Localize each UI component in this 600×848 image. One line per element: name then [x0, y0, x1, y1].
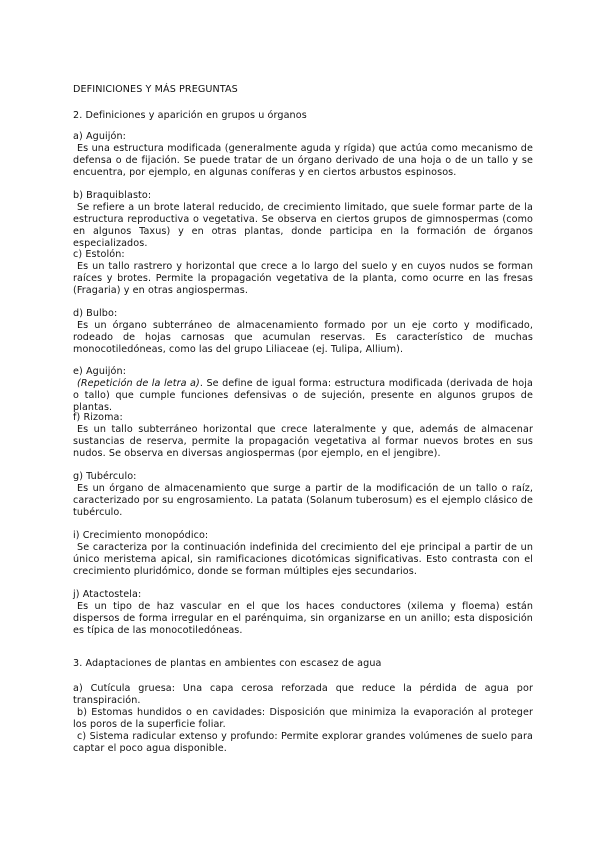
definition-text: Se caracteriza por la continuación indefinida del crecimiento del eje principal a partir de un único meristema apical, sin ramificaciones dicotómicas significativas. Esto contrasta con el crecimiento pluridómico, donde se forman múltiples ejes secundarios. — [73, 542, 533, 577]
definition-crecimiento-monopodico — [73, 530, 533, 578]
definition-braquiblasto — [73, 190, 533, 250]
adaptation-item: a) Cutícula gruesa: Una capa cerosa reforzada que reduce la pérdida de agua por transpiración. — [73, 683, 533, 706]
section-3-heading: 3. Adaptaciones de plantas en ambientes con escasez de agua — [73, 658, 382, 669]
definition-term: e) Aguijón: — [73, 366, 127, 377]
definition-bulbo — [73, 308, 533, 356]
definition-term: c) Estolón: — [73, 249, 125, 260]
definition-aguijon — [73, 131, 533, 179]
definition-aguijon-repeat — [73, 366, 533, 414]
adaptations-list — [73, 683, 533, 755]
definition-term: a) Aguijón: — [73, 131, 127, 142]
section-2-heading: 2. Definiciones y aparición en grupos u órganos — [73, 110, 307, 121]
definition-term: f) Rizoma: — [73, 412, 123, 423]
definition-term: d) Bulbo: — [73, 308, 118, 319]
definition-term: j) Atactostela: — [73, 589, 142, 600]
definition-estolon — [73, 249, 533, 297]
definition-tuberculo — [73, 471, 533, 519]
definition-text: Es un tallo subterráneo horizontal que crece lateralmente y que, además de almacenar sustancias de reserva, permite la propagación vegetativa al formar nuevos brotes en sus nudos. Se observa en diversas angiospermas (por ejemplo, en el jengibre). — [73, 424, 533, 459]
definition-atactostela — [73, 589, 533, 637]
definition-text: Se refiere a un brote lateral reducido, de crecimiento limitado, que suele formar parte de la estructura reproductiva o vegetativa. Se observa en ciertos grupos de gimnospermas (como en algunos Taxus) y en otras plantas, donde participa en la formación de órganos especializados. — [73, 202, 533, 249]
adaptation-item: b) Estomas hundidos o en cavidades: Disposición que minimiza la evaporación al proteger los poros de la superficie foliar. — [73, 707, 533, 730]
definition-rizoma — [73, 412, 533, 460]
definition-text: Es un órgano de almacenamiento que surge a partir de la modificación de un tallo o raíz, caracterizado por su engrosamiento. La patata (Solanum tuberosum) es el ejemplo clásico de tubérculo. — [73, 483, 533, 518]
adaptation-item: c) Sistema radicular extenso y profundo: Permite explorar grandes volúmenes de suelo para captar el poco agua disponible. — [73, 731, 533, 754]
definition-term: i) Crecimiento monopódico: — [73, 530, 209, 541]
definition-text: Es una estructura modificada (generalmente aguda y rígida) que actúa como mecanismo de defensa o de fijación. Se puede tratar de un órgano derivado de una hoja o de un tallo y se encuentra, por ejemplo, en algunas coníferas y en ciertos arbustos espinosos. — [73, 143, 533, 178]
definition-term: g) Tubérculo: — [73, 471, 137, 482]
definition-text: Es un órgano subterráneo de almacenamiento formado por un eje corto y modificado, rodeado de hojas carnosas que acumulan reservas. Es característico de muchas monocotiledóneas, como las del grupo Liliaceae (ej. Tulipa, Allium). — [73, 320, 533, 355]
document-title: DEFINICIONES Y MÁS PREGUNTAS — [73, 84, 238, 95]
definition-text: Es un tallo rastrero y horizontal que crece a lo largo del suelo y en cuyos nudos se forman raíces y brotes. Permite la propagación vegetativa de la planta, como ocurre en las fresas (Fragaria) y en otras angiospermas. — [73, 261, 533, 296]
definition-note: (Repetición de la letra a) — [77, 378, 200, 389]
definition-text: . Se define de igual forma: estructura modificada (derivada de hoja o tallo) que cumple funciones defensivas o de sujeción, presente en algunos grupos de plantas. — [73, 378, 533, 413]
definition-term: b) Braquiblasto: — [73, 190, 152, 201]
definition-text: Es un tipo de haz vascular en el que los haces conductores (xilema y floema) están dispersos de forma irregular en el parénquima, sin organizarse en un anillo; esta disposición es típica de las monocotiledóneas. — [73, 601, 533, 636]
